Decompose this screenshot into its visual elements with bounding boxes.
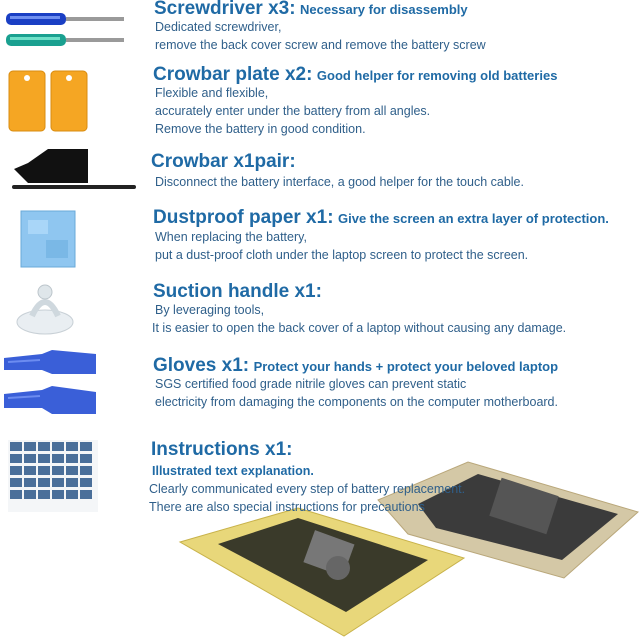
gloves-subtitle: Protect your hands + protect your beloved laptop — [253, 359, 559, 374]
dustproof-paper-subtitle: Give the screen an extra layer of protection. — [337, 211, 609, 226]
screwdriver-title — [154, 0, 468, 20]
dustproof-paper-heading: Dustproof paper x1: — [153, 207, 334, 228]
instructions-title — [151, 439, 292, 461]
suction-handle-line-1: By leveraging tools, — [155, 303, 265, 317]
gloves-title — [153, 355, 558, 377]
crowbar-plate-line-1: Flexible and flexible, — [155, 86, 269, 100]
crowbar-plate-line-3: Remove the battery in good condition. — [155, 122, 366, 136]
dustproof-paper-icon — [20, 210, 76, 268]
gloves-line-2: electricity from damaging the components on the computer motherboard. — [155, 395, 558, 409]
screwdriver-line-2: remove the back cover screw and remove the battery screw — [155, 38, 486, 52]
screwdriver-subtitle: Necessary for disassembly — [299, 2, 468, 17]
suction-handle-title — [153, 281, 322, 303]
crowbar-plate-title — [153, 64, 557, 86]
instructions-heading: Instructions x1: — [151, 439, 293, 460]
dustproof-paper-line-1: When replacing the battery, — [155, 230, 307, 244]
crowbar-icon — [8, 145, 138, 195]
dustproof-paper-title — [153, 207, 609, 229]
instructions-line-3: There are also special instructions for precautions — [149, 500, 425, 514]
suction-handle-heading: Suction handle x1: — [153, 281, 322, 302]
gloves-heading: Gloves x1: — [153, 355, 250, 376]
crowbar-plate-line-2: accurately enter under the battery from all angles. — [155, 104, 431, 118]
suction-handle-icon — [14, 280, 76, 338]
screwdriver-icon — [4, 6, 130, 50]
dustproof-paper-line-2: put a dust-proof cloth under the laptop screen to protect the screen. — [155, 248, 529, 262]
crowbar-heading: Crowbar x1pair: — [151, 151, 296, 172]
gloves-line-1: SGS certified food grade nitrile gloves can prevent static — [155, 377, 467, 391]
crowbar-line-1: Disconnect the battery interface, a good helper for the touch cable. — [155, 175, 524, 189]
gloves-icon — [2, 348, 98, 422]
instructions-line-2: Clearly communicated every step of battery replacement. — [149, 482, 466, 496]
suction-handle-line-2: It is easier to open the back cover of a laptop without causing any damage. — [152, 321, 567, 335]
crowbar-plate-icon — [7, 69, 91, 133]
crowbar-title — [151, 151, 296, 173]
instruction-card-icon — [8, 440, 98, 512]
screwdriver-line-1: Dedicated screwdriver, — [155, 20, 282, 34]
screwdriver-heading: Screwdriver x3: — [154, 0, 296, 19]
crowbar-plate-heading: Crowbar plate x2: — [153, 64, 313, 85]
instructions-line-1: Illustrated text explanation. — [152, 464, 314, 478]
crowbar-plate-subtitle: Good helper for removing old batteries — [316, 68, 558, 83]
